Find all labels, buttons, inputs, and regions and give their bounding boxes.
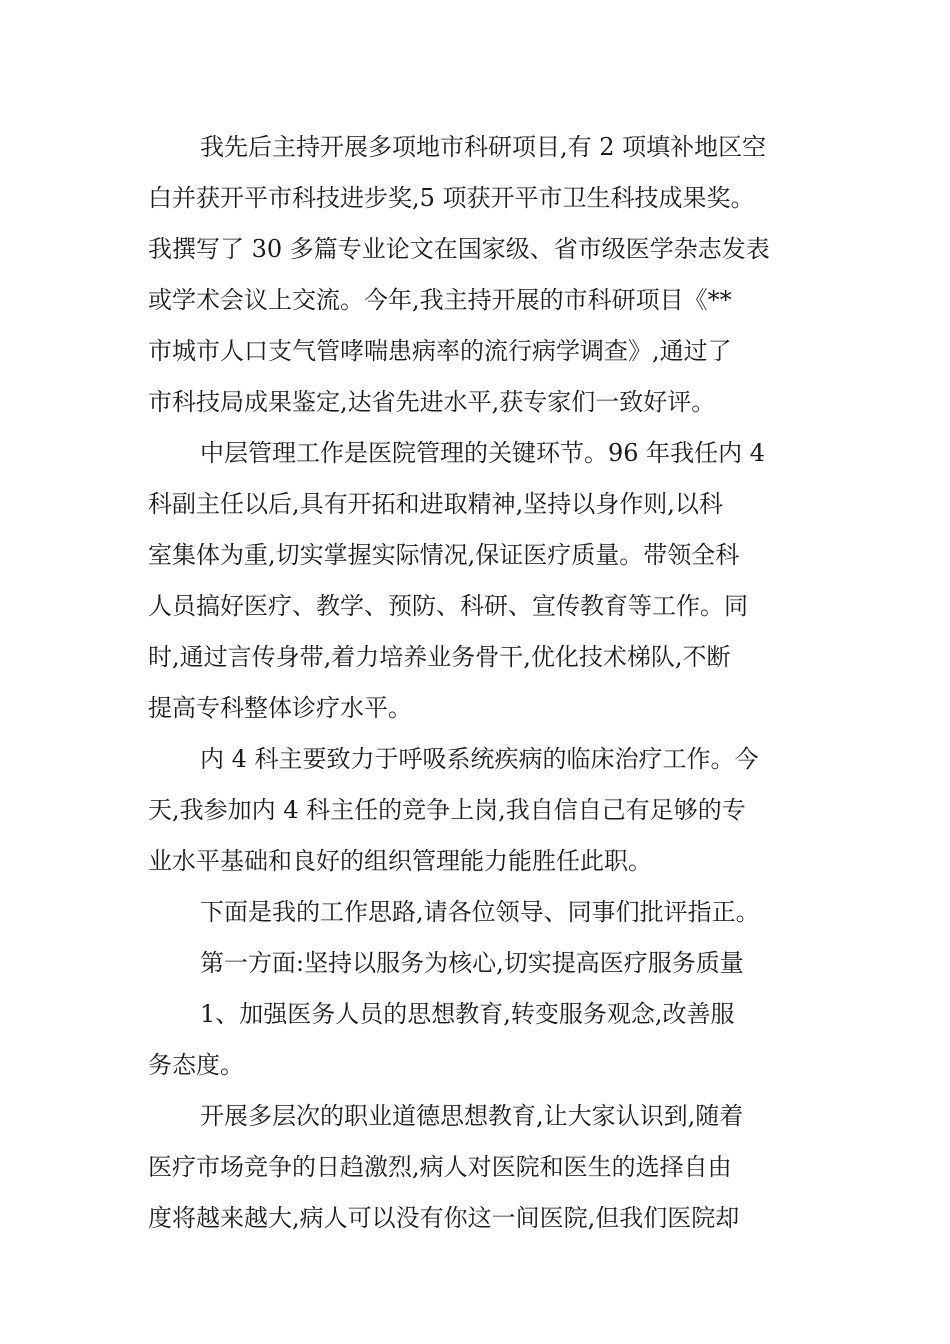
paragraph-line: 市科技局成果鉴定,达省先进水平,获专家们一致好评。 xyxy=(148,388,716,416)
paragraph-line: 务态度。 xyxy=(148,1051,244,1079)
paragraph-line: 我先后主持开展多项地市科研项目,有 2 项填补地区空 xyxy=(200,133,767,161)
paragraph-line: 室集体为重,切实掌握实际情况,保证医疗质量。带领全科 xyxy=(148,541,740,569)
paragraph-line: 市城市人口支气管哮喘患病率的流行病学调查》,通过了 xyxy=(148,337,732,365)
paragraph-line: 医疗市场竞争的日趋激烈,病人对医院和医生的选择自由 xyxy=(148,1153,732,1181)
paragraph-line: 下面是我的工作思路,请各位领导、同事们批评指正。 xyxy=(200,898,760,926)
paragraph-line: 业水平基础和良好的组织管理能力能胜任此职。 xyxy=(148,847,652,875)
paragraph-line: 白并获开平市科技进步奖,5 项获开平市卫生科技成果奖。 xyxy=(148,184,755,212)
paragraph-line: 天,我参加内 4 科主任的竞争上岗,我自信自己有足够的专 xyxy=(148,796,746,824)
paragraph-line: 提高专科整体诊疗水平。 xyxy=(148,694,412,722)
section-heading: 第一方面:坚持以服务为核心,切实提高医疗服务质量 xyxy=(200,949,744,977)
paragraph-line: 1、加强医务人员的思想教育,转变服务观念,改善服 xyxy=(200,1000,735,1028)
paragraph-line: 科副主任以后,具有开拓和进取精神,坚持以身作则,以科 xyxy=(148,490,723,518)
paragraph-line: 人员搞好医疗、教学、预防、科研、宣传教育等工作。同 xyxy=(148,592,748,620)
paragraph-line: 中层管理工作是医院管理的关键环节。96 年我任内 4 xyxy=(200,439,766,467)
paragraph-line: 时,通过言传身带,着力培养业务骨干,优化技术梯队,不断 xyxy=(148,643,731,671)
paragraph-line: 我撰写了 30 多篇专业论文在国家级、省市级医学杂志发表 xyxy=(148,235,770,263)
paragraph-line: 或学术会议上交流。今年,我主持开展的市科研项目《** xyxy=(148,286,732,314)
paragraph-line: 度将越来越大,病人可以没有你这一间医院,但我们医院却 xyxy=(148,1204,740,1232)
paragraph-line: 内 4 科主要致力于呼吸系统疾病的临床治疗工作。今 xyxy=(200,745,759,773)
paragraph-line: 开展多层次的职业道德思想教育,让大家认识到,随着 xyxy=(200,1102,744,1130)
